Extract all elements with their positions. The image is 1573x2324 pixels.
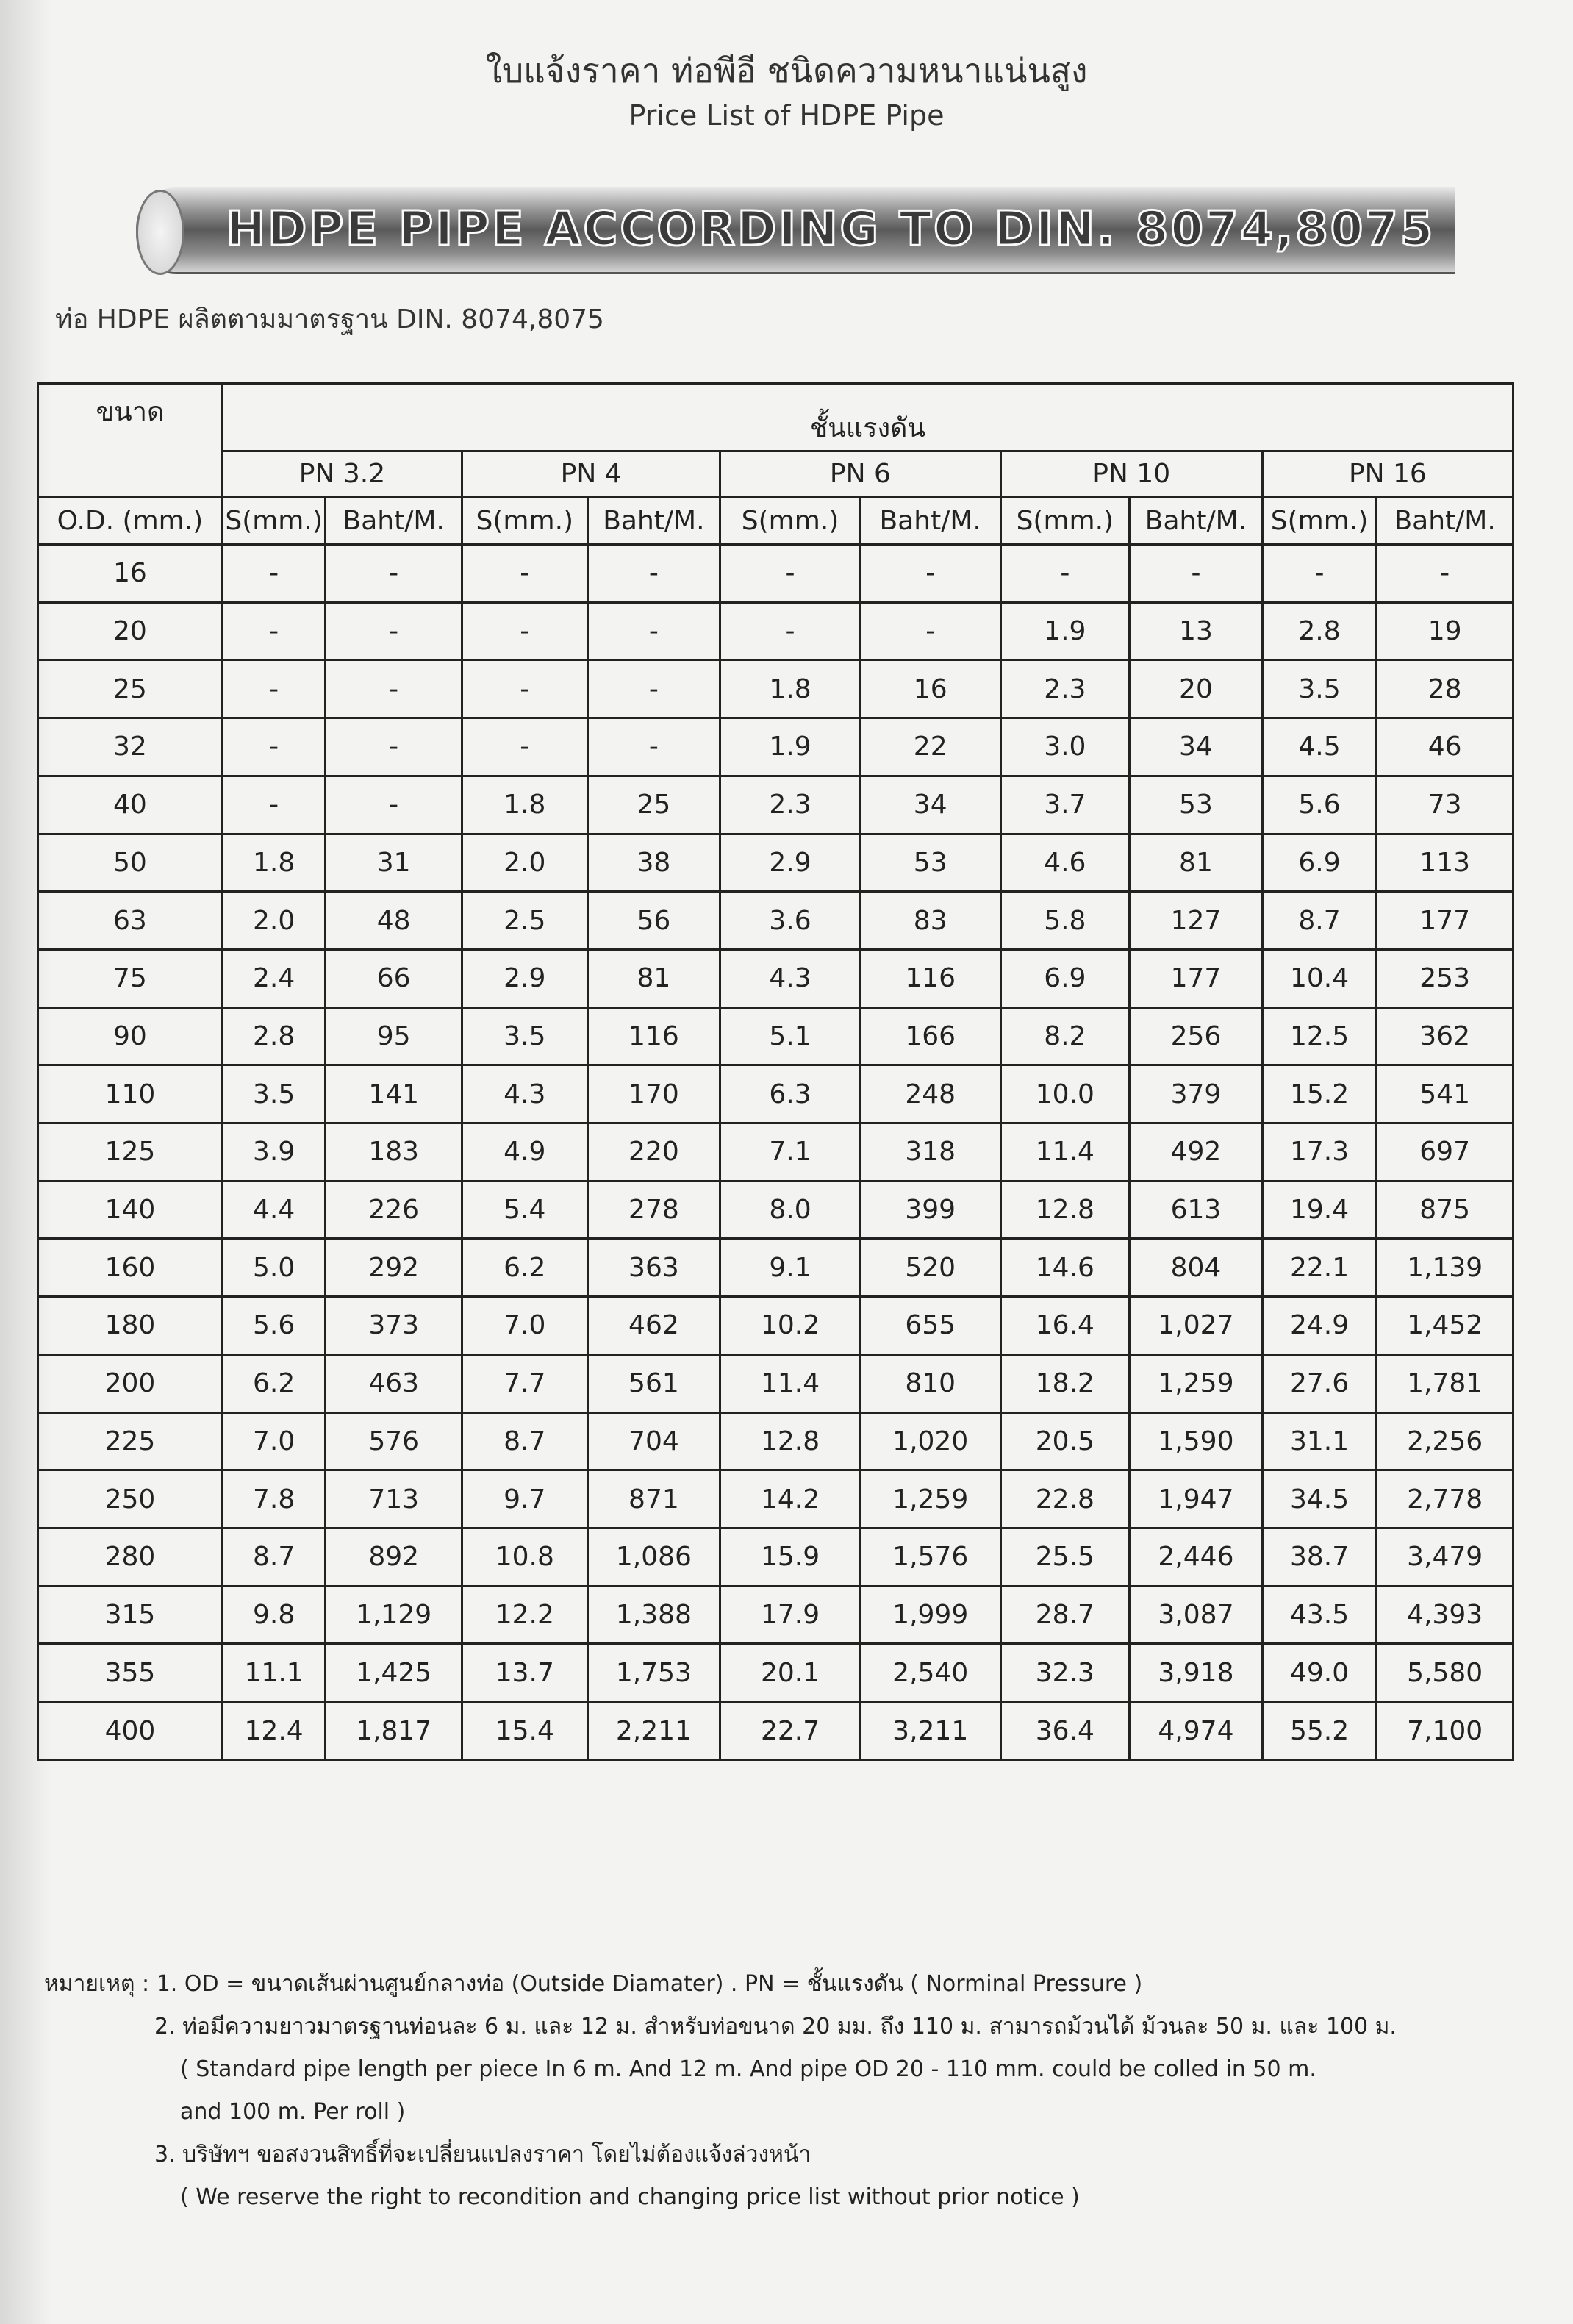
price-cell: 177 [1130,949,1263,1007]
thickness-cell: 3.5 [1262,660,1377,718]
thickness-cell: 2.3 [1000,660,1130,718]
price-cell: - [326,602,462,660]
price-cell: 2,211 [587,1702,720,1760]
thickness-cell: 5.1 [720,1007,861,1065]
thickness-cell: 49.0 [1262,1644,1377,1702]
thickness-cell: 4.3 [462,1065,588,1123]
table-row [38,602,1513,660]
table-row [38,660,1513,718]
price-cell: 226 [326,1181,462,1239]
thickness-cell: 12.4 [222,1702,325,1760]
thickness-cell: - [222,718,325,776]
thickness-cell: 36.4 [1000,1702,1130,1760]
price-table [37,382,1514,1761]
thickness-cell: 10.0 [1000,1065,1130,1123]
thickness-cell: 20.5 [1000,1412,1130,1470]
table-row [38,1354,1513,1412]
thickness-cell: - [462,718,588,776]
thickness-cell: 27.6 [1262,1354,1377,1412]
thickness-cell: 43.5 [1262,1586,1377,1644]
price-cell: 379 [1130,1065,1263,1123]
thickness-cell: 7.0 [222,1412,325,1470]
table-row [38,1065,1513,1123]
pn-class-header: PN 3.2 [222,451,462,497]
note-2-en-a: ( Standard pipe length per piece In 6 m. And 12 m. And pipe OD 20 - 110 mm. could be colled in 50 m. [180,2056,1316,2082]
od-cell: 63 [38,892,223,950]
note-2-en-b: and 100 m. Per roll ) [180,2099,406,2125]
note-2-thai: 2. ท่อมีความยาวมาตรฐานท่อนละ 6 ม. และ 12 ม. สำหรับท่อขนาด 20 มม. ถึง 110 ม. สามารถม้วนได้ ม้วนละ 50 ม. และ 100 ม. [154,2014,1397,2039]
price-cell: 363 [587,1239,720,1297]
thickness-cell: 4.9 [462,1123,588,1181]
price-cell: - [587,660,720,718]
price-cell: 95 [326,1007,462,1065]
thickness-cell: - [720,602,861,660]
thickness-cell: 1.8 [222,834,325,892]
thickness-cell: 3.9 [222,1123,325,1181]
thickness-cell: 25.5 [1000,1528,1130,1586]
price-cell: 2,446 [1130,1528,1263,1586]
price-cell: 73 [1377,776,1513,834]
thickness-cell: 14.6 [1000,1239,1130,1297]
price-cell: 892 [326,1528,462,1586]
price-cell: 31 [326,834,462,892]
notes-label: หมายเหตุ : [44,1971,150,1997]
price-cell: 492 [1130,1123,1263,1181]
thickness-cell: 2.9 [720,834,861,892]
price-cell: 713 [326,1470,462,1529]
thickness-cell: 3.5 [222,1065,325,1123]
price-cell: 81 [1130,834,1263,892]
thickness-cell: 22.1 [1262,1239,1377,1297]
table-row [38,1702,1513,1760]
thickness-cell: 10.8 [462,1528,588,1586]
od-cell: 20 [38,602,223,660]
thickness-cell: - [720,545,861,603]
od-cell: 160 [38,1239,223,1297]
price-cell: 53 [860,834,1000,892]
thickness-cell: 2.0 [222,892,325,950]
thickness-cell: 15.9 [720,1528,861,1586]
price-cell: 697 [1377,1123,1513,1181]
od-cell: 75 [38,949,223,1007]
pn-class-header: PN 6 [720,451,1000,497]
price-cell: 278 [587,1181,720,1239]
price-cell: 373 [326,1297,462,1355]
price-cell: 46 [1377,718,1513,776]
price-cell: 576 [326,1412,462,1470]
od-cell: 40 [38,776,223,834]
od-cell: 32 [38,718,223,776]
od-cell: 90 [38,1007,223,1065]
od-cell: 125 [38,1123,223,1181]
thickness-cell: 7.7 [462,1354,588,1412]
thickness-cell: 2.8 [1262,602,1377,660]
thickness-cell: - [462,545,588,603]
price-cell: 16 [860,660,1000,718]
thickness-cell: - [222,602,325,660]
price-cell: 248 [860,1065,1000,1123]
table-row [38,1528,1513,1586]
price-cell: 541 [1377,1065,1513,1123]
price-cell: 1,781 [1377,1354,1513,1412]
price-cell: 2,256 [1377,1412,1513,1470]
thickness-cell: 9.8 [222,1586,325,1644]
thickness-cell: 6.2 [222,1354,325,1412]
price-cell: - [326,545,462,603]
price-cell: 113 [1377,834,1513,892]
thickness-header: S(mm.) [222,497,325,545]
thickness-cell: 3.6 [720,892,861,950]
price-cell: 3,087 [1130,1586,1263,1644]
thickness-cell: 11.4 [1000,1123,1130,1181]
price-cell: 38 [587,834,720,892]
thickness-cell: 10.4 [1262,949,1377,1007]
price-cell: 804 [1130,1239,1263,1297]
thickness-cell: 22.8 [1000,1470,1130,1529]
thickness-header: S(mm.) [462,497,588,545]
thickness-cell: - [222,660,325,718]
thickness-cell: 16.4 [1000,1297,1130,1355]
od-cell: 225 [38,1412,223,1470]
price-cell: 53 [1130,776,1263,834]
table-row [38,1586,1513,1644]
table-row [38,1644,1513,1702]
price-cell: - [587,718,720,776]
thickness-cell: 7.1 [720,1123,861,1181]
table-row [38,718,1513,776]
thickness-cell: 8.0 [720,1181,861,1239]
price-cell: 1,425 [326,1644,462,1702]
price-cell: - [860,602,1000,660]
price-header: Baht/M. [1130,497,1263,545]
price-cell: 34 [1130,718,1263,776]
thickness-cell: 2.4 [222,949,325,1007]
od-cell: 110 [38,1065,223,1123]
price-header: Baht/M. [1377,497,1513,545]
price-cell: 1,129 [326,1586,462,1644]
od-cell: 25 [38,660,223,718]
price-cell: 5,580 [1377,1644,1513,1702]
table-row [38,1123,1513,1181]
thickness-cell: 8.7 [222,1528,325,1586]
price-cell: 116 [860,949,1000,1007]
price-cell: 20 [1130,660,1263,718]
od-header: O.D. (mm.) [38,497,223,545]
od-cell: 315 [38,1586,223,1644]
price-cell: 4,393 [1377,1586,1513,1644]
price-cell: 13 [1130,602,1263,660]
table-row [38,949,1513,1007]
price-cell: 463 [326,1354,462,1412]
table-row [38,1181,1513,1239]
thickness-cell: 6.2 [462,1239,588,1297]
price-cell: 253 [1377,949,1513,1007]
price-cell: - [1377,545,1513,603]
price-cell: 1,753 [587,1644,720,1702]
od-cell: 400 [38,1702,223,1760]
price-cell: 871 [587,1470,720,1529]
thickness-header: S(mm.) [720,497,861,545]
thickness-cell: 8.7 [462,1412,588,1470]
price-cell: 83 [860,892,1000,950]
table-row [38,1239,1513,1297]
thickness-cell: 7.8 [222,1470,325,1529]
thickness-cell: 17.3 [1262,1123,1377,1181]
title-english: Price List of HDPE Pipe [628,99,945,132]
price-cell: 1,999 [860,1586,1000,1644]
thickness-cell: 2.8 [222,1007,325,1065]
price-cell: 1,388 [587,1586,720,1644]
price-cell: 56 [587,892,720,950]
thickness-cell: 4.4 [222,1181,325,1239]
price-cell: 28 [1377,660,1513,718]
thickness-cell: - [462,660,588,718]
thickness-cell: 5.4 [462,1181,588,1239]
thickness-cell: 5.6 [222,1297,325,1355]
thickness-cell: 9.1 [720,1239,861,1297]
table-row [38,892,1513,950]
thickness-cell: 15.2 [1262,1065,1377,1123]
thickness-cell: 3.0 [1000,718,1130,776]
thickness-header: S(mm.) [1000,497,1130,545]
thickness-cell: 5.6 [1262,776,1377,834]
note-1: 1. OD = ขนาดเส้นผ่านศูนย์กลางท่อ (Outside Diamater) . PN = ชั้นแรงดัน ( Norminal Pressure ) [156,1971,1143,1997]
price-header: Baht/M. [587,497,720,545]
price-cell: - [1130,545,1263,603]
price-cell: 810 [860,1354,1000,1412]
thickness-cell: - [1000,545,1130,603]
price-cell: 2,778 [1377,1470,1513,1529]
price-cell: 3,211 [860,1702,1000,1760]
thickness-cell: 1.8 [462,776,588,834]
table-row [38,1297,1513,1355]
od-cell: 280 [38,1528,223,1586]
od-cell: 180 [38,1297,223,1355]
thickness-cell: - [222,776,325,834]
thickness-cell: 12.2 [462,1586,588,1644]
price-cell: 1,947 [1130,1470,1263,1529]
table-row [38,1007,1513,1065]
thickness-cell: 1.8 [720,660,861,718]
thickness-cell: 17.9 [720,1586,861,1644]
thickness-cell: 3.5 [462,1007,588,1065]
thickness-cell: - [1262,545,1377,603]
price-cell: 462 [587,1297,720,1355]
thickness-cell: 7.0 [462,1297,588,1355]
price-cell: 177 [1377,892,1513,950]
thickness-cell: 13.7 [462,1644,588,1702]
thickness-cell: 1.9 [720,718,861,776]
thickness-cell: - [222,545,325,603]
price-cell: 2,540 [860,1644,1000,1702]
od-cell: 250 [38,1470,223,1529]
thickness-cell: 3.7 [1000,776,1130,834]
thickness-cell: 11.1 [222,1644,325,1702]
thickness-cell: 22.7 [720,1702,861,1760]
price-cell: 655 [860,1297,1000,1355]
price-cell: 166 [860,1007,1000,1065]
thickness-cell: 6.9 [1000,949,1130,1007]
thickness-cell: 4.6 [1000,834,1130,892]
price-cell: 22 [860,718,1000,776]
thickness-cell: 2.0 [462,834,588,892]
note-3-en: ( We reserve the right to recondition and changing price list without prior notice ) [180,2184,1080,2210]
od-cell: 355 [38,1644,223,1702]
price-cell: 183 [326,1123,462,1181]
thickness-cell: 19.4 [1262,1181,1377,1239]
thickness-cell: 34.5 [1262,1470,1377,1529]
price-cell: - [326,718,462,776]
table-row [38,776,1513,834]
thickness-cell: 1.9 [1000,602,1130,660]
note-3-thai: 3. บริษัทฯ ขอสงวนสิทธิ์ที่จะเปลี่ยนแปลงราคา โดยไม่ต้องแจ้งล่วงหน้า [154,2142,811,2167]
price-cell: - [587,602,720,660]
price-cell: 613 [1130,1181,1263,1239]
price-cell: 1,576 [860,1528,1000,1586]
thickness-cell: 24.9 [1262,1297,1377,1355]
pn-class-header: PN 4 [462,451,720,497]
banner-title: HDPE PIPE ACCORDING TO DIN. 8074,8075 [226,202,1436,257]
table-row [38,1470,1513,1529]
price-cell: 116 [587,1007,720,1065]
thickness-cell: 12.5 [1262,1007,1377,1065]
price-cell: 875 [1377,1181,1513,1239]
price-cell: 81 [587,949,720,1007]
thickness-cell: 8.2 [1000,1007,1130,1065]
price-cell: 1,452 [1377,1297,1513,1355]
size-header: ขนาด [38,384,223,497]
thickness-cell: 2.9 [462,949,588,1007]
price-cell: - [587,545,720,603]
price-cell: 362 [1377,1007,1513,1065]
price-cell: 1,259 [860,1470,1000,1529]
thickness-cell: 12.8 [1000,1181,1130,1239]
price-cell: 520 [860,1239,1000,1297]
price-cell: 1,259 [1130,1354,1263,1412]
thickness-cell: 14.2 [720,1470,861,1529]
price-cell: 318 [860,1123,1000,1181]
price-cell: - [326,776,462,834]
price-cell: 1,139 [1377,1239,1513,1297]
price-cell: 1,590 [1130,1412,1263,1470]
thickness-cell: 15.4 [462,1702,588,1760]
thickness-cell: 4.5 [1262,718,1377,776]
price-cell: 141 [326,1065,462,1123]
thickness-cell: 18.2 [1000,1354,1130,1412]
price-cell: 48 [326,892,462,950]
price-cell: 19 [1377,602,1513,660]
price-cell: 1,027 [1130,1297,1263,1355]
thickness-cell: 11.4 [720,1354,861,1412]
od-cell: 200 [38,1354,223,1412]
notes [44,1963,1397,2219]
thickness-cell: 28.7 [1000,1586,1130,1644]
thickness-cell: 5.0 [222,1239,325,1297]
thickness-cell: 2.5 [462,892,588,950]
thickness-cell: 6.9 [1262,834,1377,892]
thickness-header: S(mm.) [1262,497,1377,545]
price-header: Baht/M. [326,497,462,545]
thickness-cell: 38.7 [1262,1528,1377,1586]
thickness-cell: 55.2 [1262,1702,1377,1760]
price-cell: 25 [587,776,720,834]
thickness-cell: 10.2 [720,1297,861,1355]
price-cell: 34 [860,776,1000,834]
price-cell: 7,100 [1377,1702,1513,1760]
thickness-cell: 6.3 [720,1065,861,1123]
od-cell: 16 [38,545,223,603]
thickness-cell: 20.1 [720,1644,861,1702]
price-cell: 3,918 [1130,1644,1263,1702]
price-cell: 399 [860,1181,1000,1239]
price-cell: 4,974 [1130,1702,1263,1760]
price-cell: 256 [1130,1007,1263,1065]
price-cell: 3,479 [1377,1528,1513,1586]
price-cell: 220 [587,1123,720,1181]
pipe-end-cap [136,190,184,275]
price-cell: 292 [326,1239,462,1297]
price-cell: 704 [587,1412,720,1470]
price-cell: 1,020 [860,1412,1000,1470]
price-cell: 127 [1130,892,1263,950]
price-cell: - [326,660,462,718]
price-cell: 66 [326,949,462,1007]
od-cell: 140 [38,1181,223,1239]
thickness-cell: 2.3 [720,776,861,834]
pn-class-header: PN 16 [1262,451,1513,497]
price-cell: 561 [587,1354,720,1412]
price-cell: - [860,545,1000,603]
thickness-cell: 5.8 [1000,892,1130,950]
table-row [38,1412,1513,1470]
thickness-cell: 8.7 [1262,892,1377,950]
price-cell: 1,086 [587,1528,720,1586]
price-header: Baht/M. [860,497,1000,545]
thickness-cell: 9.7 [462,1470,588,1529]
pressure-class-header: ชั้นแรงดัน [222,384,1513,451]
title-thai: ใบแจ้งราคา ท่อพีอี ชนิดความหนาแน่นสูง [485,51,1088,90]
table-row [38,834,1513,892]
thickness-cell: 31.1 [1262,1412,1377,1470]
price-cell: 170 [587,1065,720,1123]
thickness-cell: - [462,602,588,660]
thickness-cell: 12.8 [720,1412,861,1470]
od-cell: 50 [38,834,223,892]
pn-class-header: PN 10 [1000,451,1262,497]
thickness-cell: 4.3 [720,949,861,1007]
subtitle: ท่อ HDPE ผลิตตามมาตรฐาน DIN. 8074,8075 [55,304,604,335]
price-cell: 1,817 [326,1702,462,1760]
thickness-cell: 32.3 [1000,1644,1130,1702]
table-row [38,545,1513,603]
